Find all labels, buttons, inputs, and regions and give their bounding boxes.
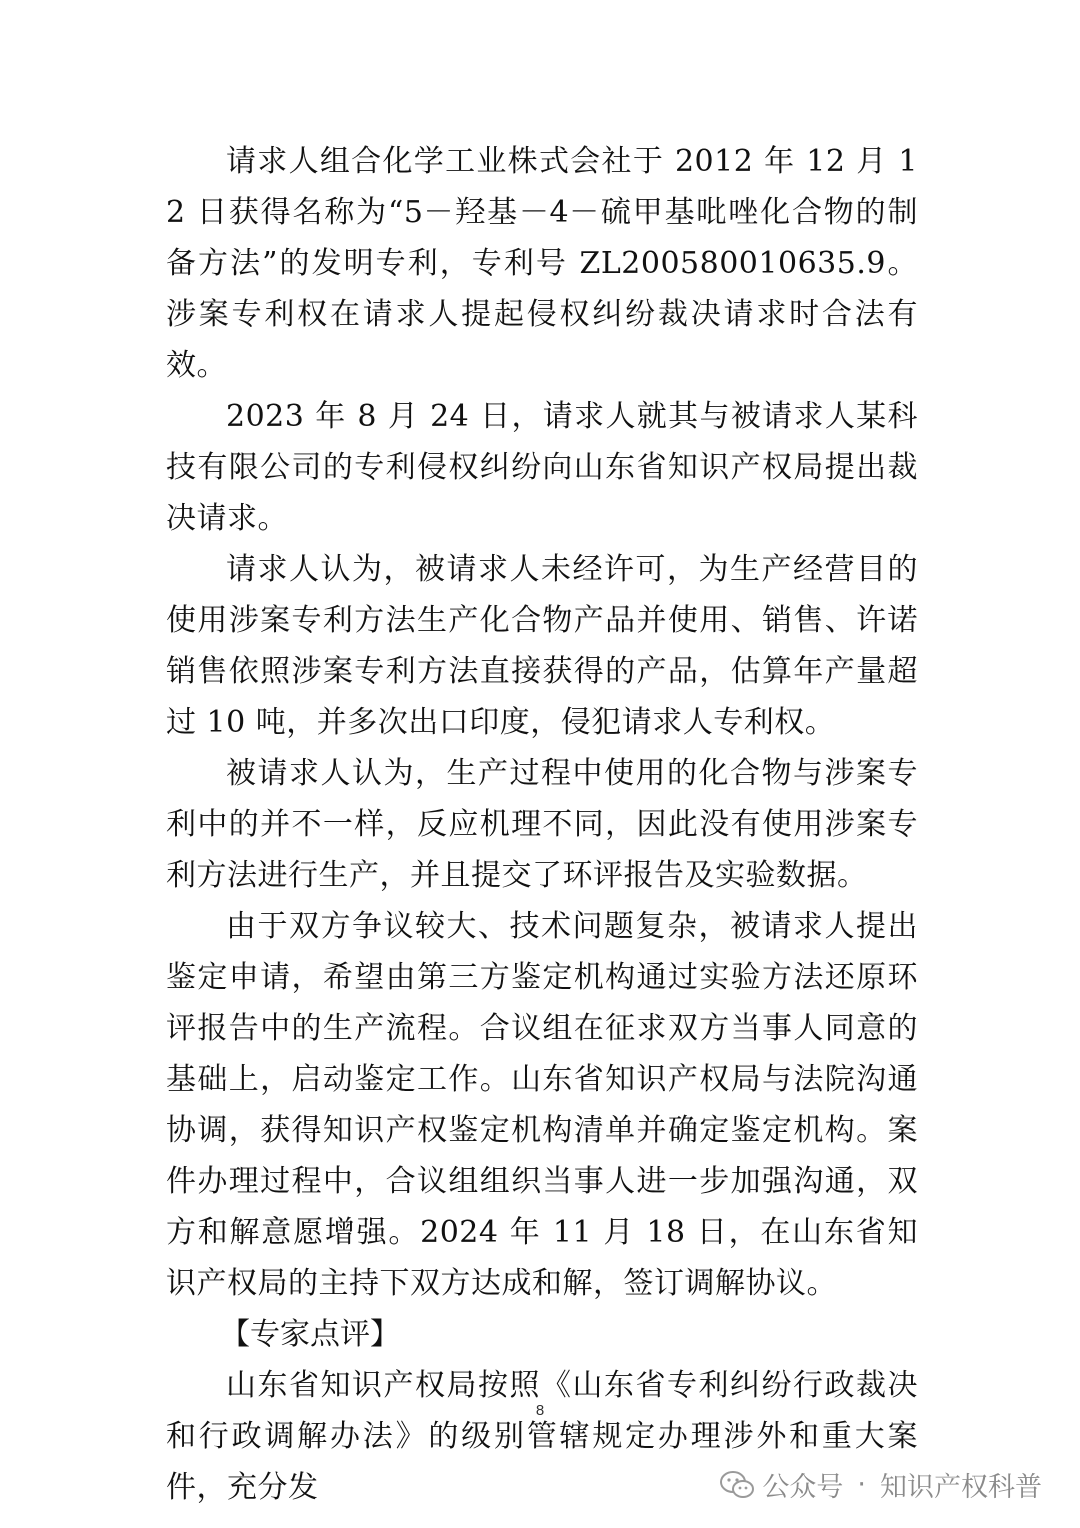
wechat-icon: [720, 1470, 754, 1500]
case-paragraph-claimant-view: 请求人认为，被请求人未经许可，为生产经营目的使用涉案专利方法生产化合物产品并使用、销售、许诺销售依照涉案专利方法直接获得的产品，估算年产量超过 10 吨，并多次出口印度，侵犯请求人专利权。: [166, 552, 918, 740]
wechat-watermark: [720, 1465, 1042, 1504]
expert-review-heading: 【专家点评】: [220, 1317, 400, 1352]
watermark-separator: ·: [857, 1469, 866, 1500]
watermark-account: 知识产权科普: [880, 1472, 1042, 1503]
case-paragraph-respondent-view: 被请求人认为，生产过程中使用的化合物与涉案专利中的并不一样，反应机理不同，因此没有使用涉案专利方法进行生产，并且提交了环评报告及实验数据。: [166, 756, 918, 893]
case-paragraph-mediation: 由于双方争议较大、技术问题复杂，被请求人提出鉴定申请，希望由第三方鉴定机构通过实验方法还原环评报告中的生产流程。合议组在征求双方当事人同意的基础上，启动鉴定工作。山东省知识产权局与法院沟通协调，获得知识产权鉴定机构清单并确定鉴定机构。案件办理过程中，合议组组织当事人进一步加强沟通，双方和解意愿增强。2024 年 11 月 18 日，在山东省知识产权局的主持下双方达成和解，签订调解协议。: [166, 909, 918, 1301]
page-number: 8: [535, 1402, 545, 1419]
expert-review-paragraph: 山东省知识产权局按照《山东省专利纠纷行政裁决和行政调解办法》的级别管辖规定办理涉外和重大案件，充分发: [166, 1368, 918, 1505]
document-body: [166, 136, 918, 1513]
watermark-prefix: 公众号: [762, 1472, 844, 1503]
case-paragraph-patent: 请求人组合化学工业株式会社于 2012 年 12 月 12 日获得名称为“5－羟基－4－硫甲基吡唑化合物的制备方法”的发明专利，专利号 ZL200580010635.9。涉案专利权在请求人提起侵权纠纷裁决请求时合法有效。: [166, 144, 918, 383]
case-paragraph-request: 2023 年 8 月 24 日，请求人就其与被请求人某科技有限公司的专利侵权纠纷向山东省知识产权局提出裁决请求。: [166, 399, 918, 536]
